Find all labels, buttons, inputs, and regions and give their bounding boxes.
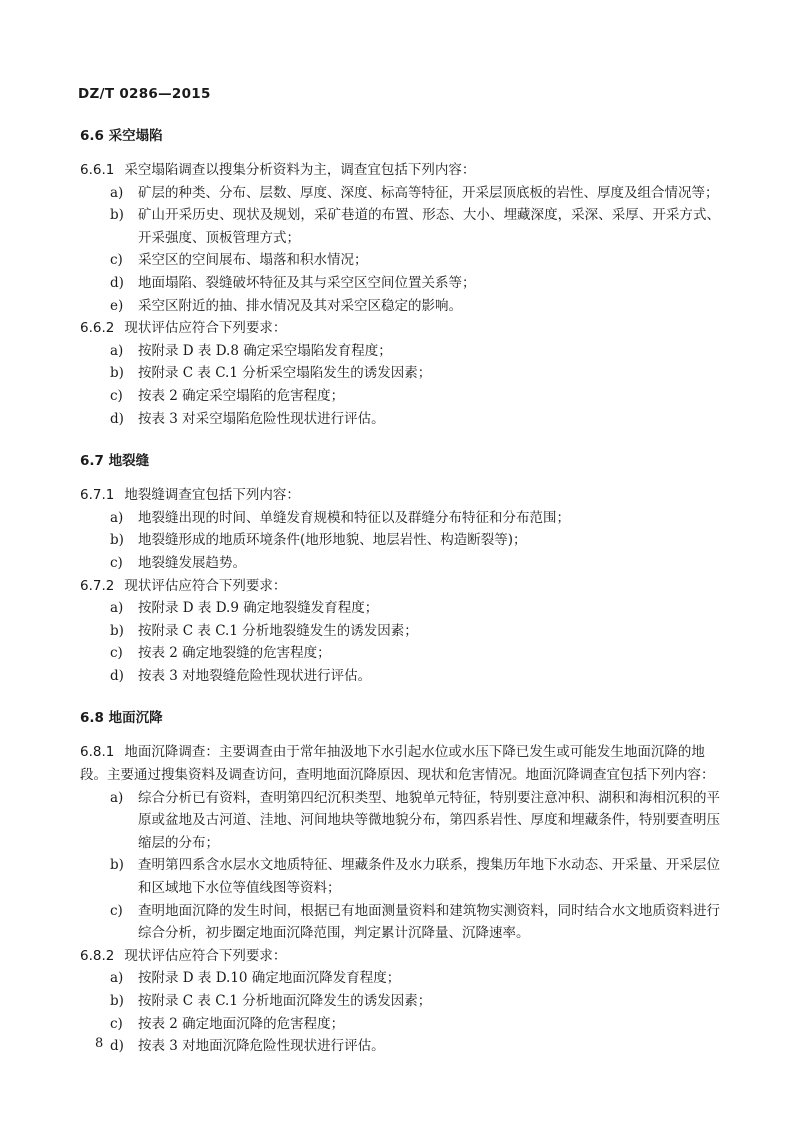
list-item (80, 182, 720, 205)
list-item (80, 529, 720, 552)
clause-paragraph (80, 575, 720, 598)
clause-text: 现状评估应符合下列要求： (124, 577, 287, 594)
list-item-marker: d) (110, 1038, 124, 1055)
list-item (80, 340, 720, 363)
clause-number: 6.7.1 (80, 487, 115, 504)
list-item-marker: c) (110, 387, 123, 404)
list-item-marker: a) (110, 342, 124, 359)
list-item-marker: b) (110, 532, 124, 549)
list-item-text: 查明第四系含水层水文地质特征、埋藏条件及水力联系，搜集历年地下水动态、开采量、开采层位和区域地下水位等值线图等资料； (138, 857, 720, 897)
list-item-text: 按表 3 对采空塌陷危险性现状进行评估。 (138, 410, 385, 427)
list-item-text: 按附录 C 表 C.1 分析采空塌陷发生的诱发因素； (138, 365, 432, 382)
list-item-text: 按表 2 确定地裂缝的危害程度； (138, 645, 331, 662)
list-item (80, 990, 720, 1013)
page-number: 8 (95, 1036, 104, 1051)
list-item-marker: a) (110, 509, 124, 526)
list-item-text: 采空区附近的抽、排水情况及其对采空区稳定的影响。 (138, 297, 462, 314)
list-item-marker: d) (110, 410, 124, 427)
list-item-text: 按附录 C 表 C.1 分析地裂缝发生的诱发因素； (138, 622, 418, 639)
list-item-marker: c) (110, 554, 123, 571)
clause-paragraph (80, 484, 720, 507)
list-item-marker: b) (110, 993, 124, 1009)
list-item-marker: a) (110, 789, 124, 806)
list-item (80, 1013, 720, 1036)
section-title: 6.6 采空塌陷 (80, 128, 163, 144)
clause-text: 地面沉降调查：主要调查由于常年抽汲地下水引起水位或水压下降已发生或可能发生地面沉降的地段。主要通过搜集资料及调查访问，查明地面沉降原因、现状和危害情况。地面沉降调查宜包括下列内容： (80, 744, 715, 784)
list-item (80, 385, 720, 408)
list-item (80, 408, 720, 431)
list-item-text: 按表 3 对地裂缝危险性现状进行评估。 (138, 667, 372, 684)
list-item-text: 地裂缝形成的地质环境条件(地形地貌、地层岩性、构造断裂等)； (138, 532, 527, 549)
list-item (80, 204, 720, 249)
list-item-text: 矿山开采历史、现状及规划，采矿巷道的布置、形态、大小、埋藏深度，采深、采厚、开采方式、开采强度、顶板管理方式； (138, 207, 720, 246)
clause-text: 采空塌陷调查以搜集分析资料为主，调查宜包括下列内容： (124, 162, 476, 178)
clause-number: 6.8.2 (80, 947, 115, 964)
list-item (80, 854, 720, 899)
list-item-text: 按表 2 确定采空塌陷的危害程度； (138, 387, 345, 404)
list-item-text: 地裂缝出现的时间、单缝发育规模和特征以及群缝分布特征和分布范围； (138, 509, 570, 526)
clause-text: 现状评估应符合下列要求： (124, 320, 287, 337)
clause-number: 6.7.2 (80, 577, 115, 594)
list-item (80, 900, 720, 945)
document-body (80, 125, 720, 1058)
list-item (80, 552, 720, 575)
list-item (80, 787, 720, 855)
list-item-text: 地面塌陷、裂缝破坏特征及其与采空区空间位置关系等； (138, 274, 476, 291)
list-item-text: 综合分析已有资料，查明第四纪沉积类型、地貌单元特征，特别要注意冲积、湖积和海相沉积的平原或盆地及古河道、洼地、河间地块等微地貌分布，第四系岩性、厚度和埋藏条件，特别要查明压缩层的分布； (138, 789, 720, 851)
list-item-marker: b) (110, 622, 124, 639)
clause-paragraph (80, 741, 720, 786)
list-item (80, 967, 720, 990)
section-title: 6.7 地裂缝 (80, 453, 150, 470)
list-item-marker: d) (110, 274, 124, 291)
list-item-text: 矿层的种类、分布、层数、厚度、深度、标高等特征，开采层顶底板的岩性、厚度及组合情况等； (138, 184, 719, 201)
list-item-marker: a) (110, 600, 124, 617)
list-item (80, 295, 720, 318)
list-item-marker: a) (110, 184, 124, 201)
list-item-marker: c) (110, 1015, 123, 1032)
list-item-text: 查明地面沉降的发生时间，根据已有地面测量资料和建筑物实测资料，同时结合水文地质资料进行综合分析，初步圈定地面沉降范围，判定累计沉降量、沉降速率。 (138, 902, 720, 942)
document-code-header: DZ/T 0286—2015 (78, 86, 211, 102)
list-item (80, 249, 720, 272)
list-item-marker: b) (110, 207, 124, 224)
list-item (80, 362, 720, 385)
list-item-text: 按附录 D 表 D.8 确定采空塌陷发育程度； (138, 342, 392, 359)
clause-number: 6.6.2 (80, 320, 115, 337)
clause-paragraph (80, 317, 720, 340)
list-item-marker: b) (110, 857, 124, 874)
list-item (80, 1035, 720, 1058)
list-item (80, 642, 720, 665)
list-item-text: 地裂缝发展趋势。 (138, 554, 246, 571)
list-item-text: 按表 3 对地面沉降危险性现状进行评估。 (138, 1038, 385, 1055)
clause-number: 6.6.1 (80, 162, 115, 178)
list-item (80, 665, 720, 688)
list-item-marker: c) (110, 645, 123, 662)
list-item (80, 507, 720, 530)
clause-text: 现状评估应符合下列要求： (124, 947, 287, 964)
list-item (80, 272, 720, 295)
list-item-text: 采空区的空间展布、塌落和积水情况； (138, 252, 368, 269)
list-item-text: 按表 2 确定地面沉降的危害程度； (138, 1015, 345, 1032)
list-item-marker: d) (110, 667, 124, 684)
clause-paragraph (80, 945, 720, 968)
list-item-marker: c) (110, 252, 123, 269)
clause-paragraph (80, 159, 720, 182)
list-item-marker: b) (110, 365, 124, 382)
section-title: 6.8 地面沉降 (80, 710, 163, 727)
list-item (80, 620, 720, 643)
list-item-marker: a) (110, 970, 124, 987)
list-item-text: 按附录 D 表 D.10 确定地面沉降发育程度； (138, 970, 401, 987)
list-item-text: 按附录 D 表 D.9 确定地裂缝发育程度； (138, 600, 379, 617)
list-item-marker: c) (110, 902, 123, 919)
list-item (80, 597, 720, 620)
clause-number: 6.8.1 (80, 744, 115, 761)
clause-text: 地裂缝调查宜包括下列内容： (124, 487, 300, 504)
list-item-text: 按附录 C 表 C.1 分析地面沉降发生的诱发因素； (138, 993, 432, 1009)
list-item-marker: e) (110, 297, 124, 314)
